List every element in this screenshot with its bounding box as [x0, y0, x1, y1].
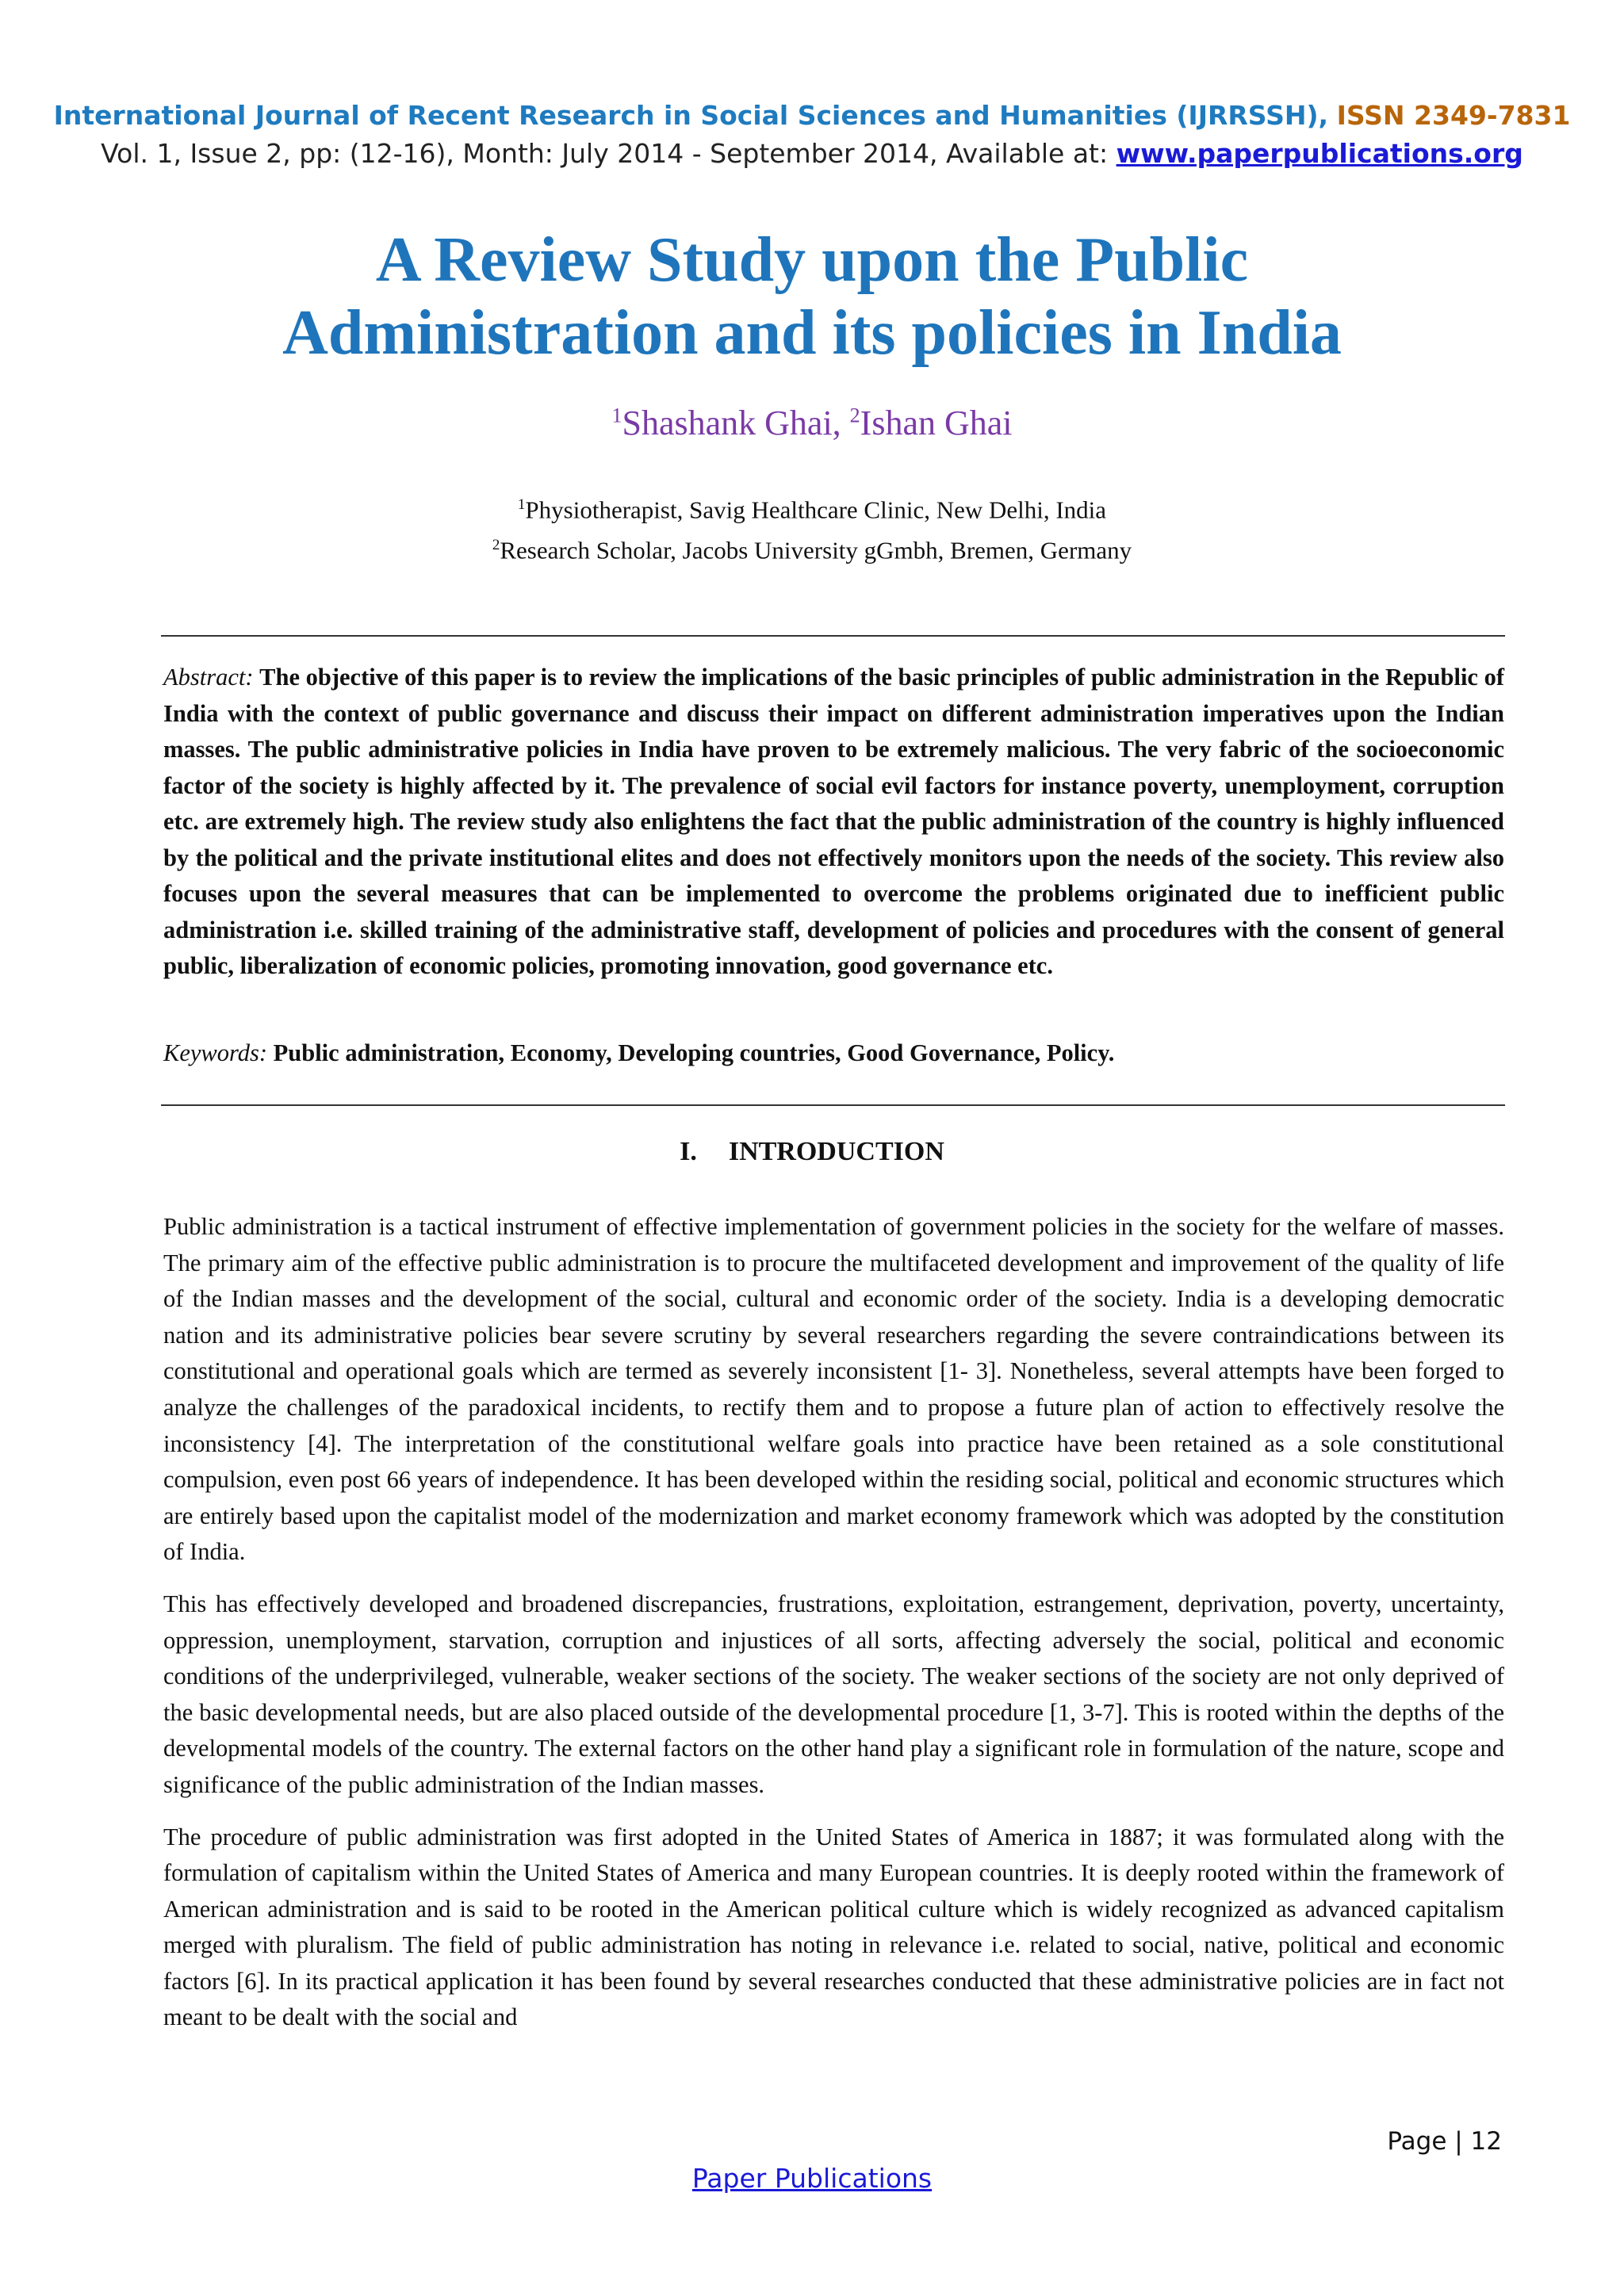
section-title: INTRODUCTION — [728, 1137, 944, 1166]
author-1-superscript: 1 — [611, 404, 622, 427]
journal-header-line-2 — [0, 135, 1624, 173]
journal-volume-info: Vol. 1, Issue 2, pp: (12-16), Month: July 2014 - September 2014, Available at: — [101, 138, 1116, 169]
body-paragraph-2: This has effectively developed and broadened discrepancies, frustrations, exploitation, estrangement, deprivation, poverty, uncertainty, oppression, unemployment, starvation, corruption and injustices of all sorts, affecting adversely the social, political and economic conditions of the underprivileged, vulnerable, weaker sections of the society. The weaker sections of the society are not only deprived of the basic developmental needs, but are also placed outside of the developmental procedure [1, 3-7]. This is rooted within the depths of the developmental models of the country. The external factors on the other hand play a significant role in formulation of the nature, scope and significance of the public administration of the Indian masses. — [163, 1590, 1504, 1798]
keywords — [163, 1035, 1504, 1071]
journal-issn: ISSN 2349-7831 — [1336, 100, 1571, 131]
introduction-body — [163, 1209, 1504, 2052]
abstract — [163, 660, 1504, 985]
affiliation-2-superscript: 2 — [492, 537, 500, 554]
journal-website-link[interactable]: www.paperpublications.org — [1116, 138, 1523, 169]
section-heading-introduction — [0, 1137, 1624, 1167]
author-2-superscript: 2 — [849, 404, 860, 427]
paper-title-line-1: A Review Study upon the Public — [375, 225, 1249, 295]
journal-title: International Journal of Recent Research in Social Sciences and Humanities (IJRRSSH), — [53, 100, 1329, 131]
affiliation-1-superscript: 1 — [517, 496, 526, 513]
affiliation-2-text: Research Scholar, Jacobs University gGmbh, Bremen, Germany — [500, 536, 1132, 564]
body-paragraph-1: Public administration is a tactical instrument of effective implementation of government policies in the society for the welfare of masses. The primary aim of the effective public administration is to procure the multifaceted development and improvement of the quality of life of the Indian masses and the development of the social, cultural and economic order of the society. India is a developing democratic nation and its administrative policies bear severe scrutiny by several researchers regarding the severe contraindications between its constitutional and operational goals which are termed as severely inconsistent [1- 3]. Nonetheless, several attempts have been forged to analyze the challenges of the paradoxical incidents, to rectify them and to propose a future plan of action to effectively resolve the inconsistency [4]. The interpretation of the constitutional welfare goals into practice have been retained as a sole constitutional compulsion, even post 66 years of independence. It has been developed within the residing social, political and economic structures which are entirely based upon the capitalist model of the modernization and market economy framework which was adopted by the constitution of India. — [163, 1213, 1504, 1566]
keywords-text: Public administration, Economy, Developing countries, Good Governance, Policy. — [273, 1039, 1115, 1066]
keywords-label: Keywords: — [163, 1039, 268, 1066]
paper-title — [0, 224, 1624, 369]
author-2-name: Ishan Ghai — [860, 404, 1013, 442]
author-1-name: Shashank Ghai, — [622, 404, 850, 442]
abstract-bottom-rule — [161, 1104, 1505, 1106]
affiliations — [0, 487, 1624, 568]
publisher-footer-link[interactable]: Paper Publications — [691, 2163, 933, 2194]
section-number: I. — [680, 1137, 697, 1166]
author-list — [0, 403, 1624, 443]
affiliation-1-text: Physiotherapist, Savig Healthcare Clinic, New Delhi, India — [525, 496, 1107, 524]
page-number: Page | 12 — [1387, 2127, 1502, 2156]
abstract-label: Abstract: — [163, 664, 254, 691]
affiliation-2 — [0, 527, 1624, 568]
body-paragraph-3: The procedure of public administration was first adopted in the United States of America in 1887; it was formulated along with the formulation of capitalism within the United States of America and many European countries. It is deeply rooted within the framework of American administration and is said to be rooted in the American political culture which is widely recognized as advanced capitalism merged with pluralism. The field of public administration has noting in relevance i.e. related to social, native, political and economic factors [6]. In its practical application it has been found by several researches conducted that these administrative policies are in fact not meant to be dealt with the social and — [163, 1823, 1504, 2031]
paper-title-line-2: Administration and its policies in India — [282, 298, 1342, 368]
abstract-top-rule — [161, 635, 1505, 637]
journal-header — [0, 97, 1624, 173]
abstract-text: The objective of this paper is to review the implications of the basic principles of public administration in the Republic of India with the context of public governance and discuss their impact on different administration imperatives upon the Indian masses. The public administrative policies in India have proven to be extremely malicious. The very fabric of the socioeconomic factor of the society is highly affected by it. The prevalence of social evil factors for instance poverty, unemployment, corruption etc. are extremely high. The review study also enlightens the fact that the public administration of the country is highly influenced by the political and the private institutional elites and does not effectively monitors upon the needs of the society. This review also focuses upon the several measures that can be implemented to overcome the problems originated due to inefficient public administration i.e. skilled training of the administrative staff, development of policies and procedures with the consent of general public, liberalization of economic policies, promoting innovation, good governance etc. — [163, 664, 1504, 979]
journal-header-line-1 — [0, 97, 1624, 135]
affiliation-1 — [0, 487, 1624, 527]
